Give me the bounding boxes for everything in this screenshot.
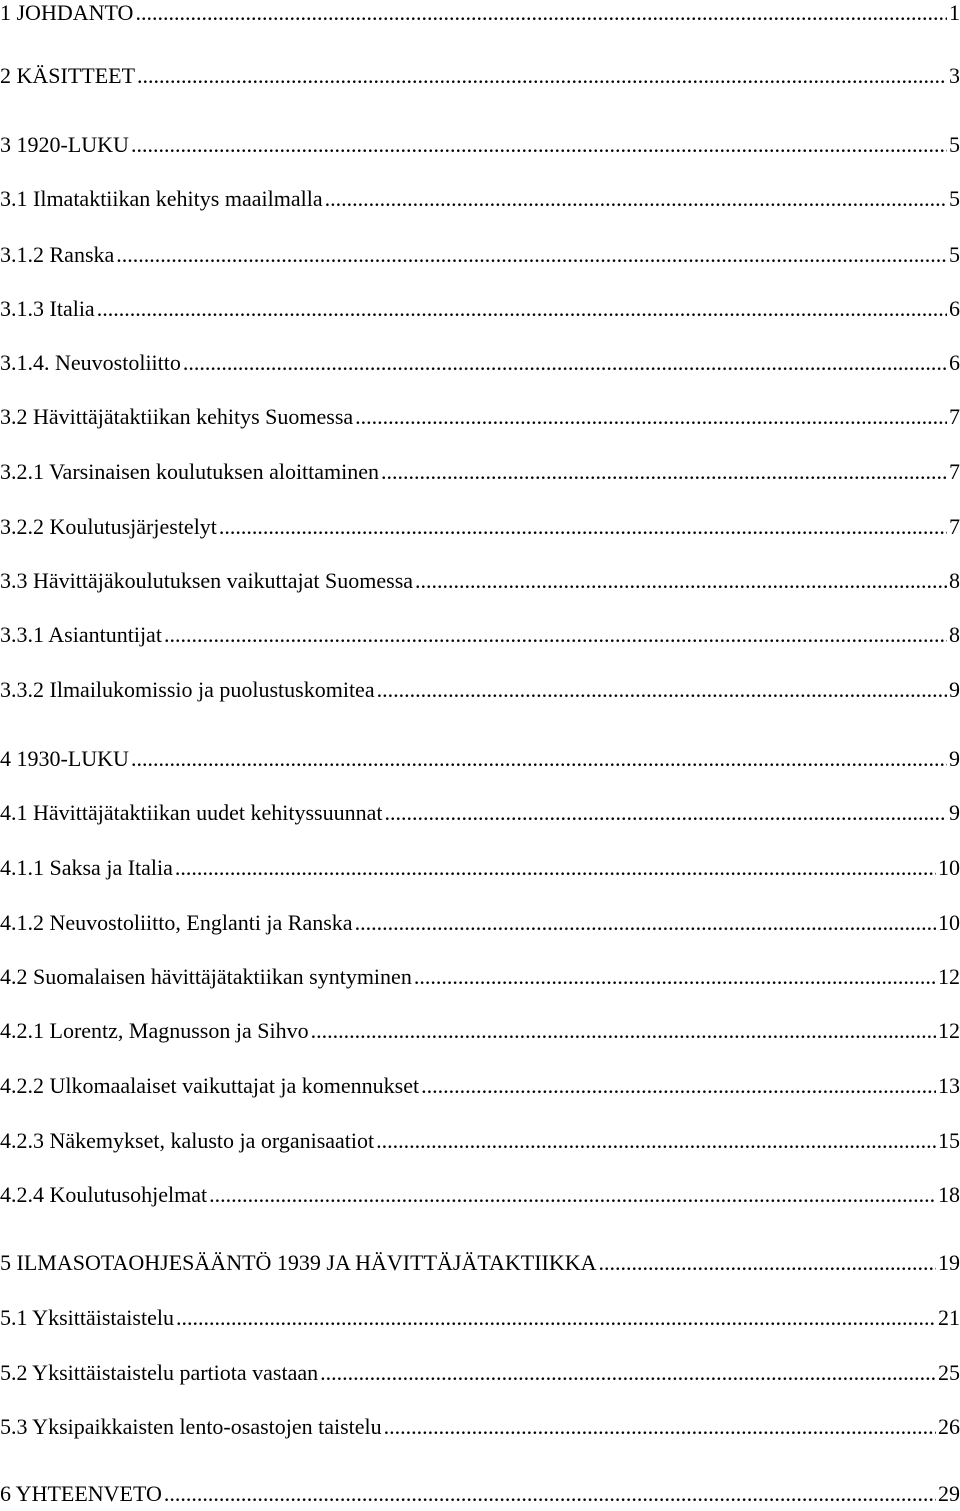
toc-page-number: 7 bbox=[949, 404, 960, 429]
toc-page-number: 10 bbox=[938, 910, 960, 935]
toc-page-number: 21 bbox=[938, 1305, 960, 1330]
toc-dot-leader bbox=[325, 186, 947, 212]
toc-entry-kasitteet[interactable] bbox=[0, 63, 960, 93]
toc-dot-leader bbox=[311, 1018, 936, 1044]
toc-entry-ilmasotaohjesaanto[interactable] bbox=[0, 1250, 960, 1280]
toc-dot-leader bbox=[376, 1128, 936, 1154]
toc-entry-3-2-1[interactable] bbox=[0, 459, 960, 489]
toc-entry-title: 3.3 Hävittäjäkoulutuksen vaikuttajat Suomessa bbox=[0, 568, 414, 593]
toc-entry-title: 4 1930-LUKU bbox=[0, 746, 129, 771]
toc-dot-leader bbox=[97, 296, 947, 322]
toc-page-number: 29 bbox=[938, 1481, 960, 1506]
toc-dot-leader bbox=[355, 910, 936, 936]
toc-entry-title: 6 YHTEENVETO bbox=[0, 1481, 162, 1506]
toc-entry-4-1-1[interactable] bbox=[0, 855, 960, 885]
toc-entry-title: 3.2.1 Varsinaisen koulutuksen aloittaminen bbox=[0, 459, 380, 484]
toc-dot-leader bbox=[219, 514, 947, 540]
toc-dot-leader bbox=[131, 132, 947, 158]
toc-entry-4-2-3[interactable] bbox=[0, 1128, 960, 1158]
toc-page-number: 12 bbox=[938, 1018, 960, 1043]
toc-page-number: 9 bbox=[949, 746, 960, 771]
toc-dot-leader bbox=[137, 63, 947, 89]
toc-entry-4-2-2[interactable] bbox=[0, 1073, 960, 1103]
toc-entry-title: 3.1 Ilmataktiikan kehitys maailmalla bbox=[0, 186, 323, 211]
toc-entry-3-2[interactable] bbox=[0, 404, 960, 434]
toc-entry-title: 3.2.2 Koulutusjärjestelyt bbox=[0, 514, 217, 539]
toc-entry-3-3-1[interactable] bbox=[0, 622, 960, 652]
toc-page-number: 18 bbox=[938, 1182, 960, 1207]
toc-entry-title: 4.2 Suomalaisen hävittäjätaktiikan syntyminen bbox=[0, 964, 412, 989]
toc-page-number: 1 bbox=[949, 0, 960, 25]
toc-entry-4-2[interactable] bbox=[0, 964, 960, 994]
toc-dot-leader bbox=[131, 746, 947, 772]
toc-dot-leader bbox=[116, 242, 947, 268]
toc-page-number: 7 bbox=[949, 459, 960, 484]
toc-page-number: 25 bbox=[938, 1360, 960, 1385]
toc-entry-1920-luku[interactable] bbox=[0, 132, 960, 162]
toc-entry-1930-luku[interactable] bbox=[0, 746, 960, 776]
toc-entry-title: 4.1.2 Neuvostoliitto, Englanti ja Ranska bbox=[0, 910, 353, 935]
toc-entry-title: 4.2.4 Koulutusohjelmat bbox=[0, 1182, 208, 1207]
toc-entry-4-2-4[interactable] bbox=[0, 1182, 960, 1212]
toc-entry-title: 3.1.3 Italia bbox=[0, 296, 95, 321]
toc-entry-5-1[interactable] bbox=[0, 1305, 960, 1335]
toc-entry-title: 4.1 Hävittäjätaktiikan uudet kehityssuunnat bbox=[0, 800, 383, 825]
toc-dot-leader bbox=[381, 459, 947, 485]
toc-entry-johdanto[interactable] bbox=[0, 0, 960, 30]
toc-dot-leader bbox=[164, 1481, 936, 1507]
toc-page-number: 6 bbox=[949, 296, 960, 321]
toc-entry-title: 5.2 Yksittäistaistelu partiota vastaan bbox=[0, 1360, 319, 1385]
toc-page-number: 12 bbox=[938, 964, 960, 989]
toc-dot-leader bbox=[164, 622, 947, 648]
toc-page-number: 8 bbox=[949, 622, 960, 647]
toc-entry-title: 4.2.2 Ulkomaalaiset vaikuttajat ja komennukset bbox=[0, 1073, 420, 1098]
toc-entry-title: 3 1920-LUKU bbox=[0, 132, 129, 157]
toc-entry-title: 3.2 Hävittäjätaktiikan kehitys Suomessa bbox=[0, 404, 354, 429]
toc-entry-title: 4.2.1 Lorentz, Magnusson ja Sihvo bbox=[0, 1018, 309, 1043]
toc-dot-leader bbox=[599, 1250, 936, 1276]
toc-page-number: 9 bbox=[949, 677, 960, 702]
toc-entry-title: 3.3.2 Ilmailukomissio ja puolustuskomitea bbox=[0, 677, 375, 702]
toc-dot-leader bbox=[384, 800, 947, 826]
toc-entry-4-2-1[interactable] bbox=[0, 1018, 960, 1048]
toc-entry-3-1[interactable] bbox=[0, 186, 960, 216]
toc-entry-title: 5.3 Yksipaikkaisten lento-osastojen taistelu bbox=[0, 1414, 382, 1439]
toc-entry-yhteenveto[interactable] bbox=[0, 1481, 960, 1511]
toc-entry-title: 5.1 Yksittäistaistelu bbox=[0, 1305, 174, 1330]
toc-entry-title: 4.1.1 Saksa ja Italia bbox=[0, 855, 173, 880]
toc-dot-leader bbox=[355, 404, 947, 430]
toc-page-number: 26 bbox=[938, 1414, 960, 1439]
toc-page-number: 7 bbox=[949, 514, 960, 539]
toc-page-number: 13 bbox=[938, 1073, 960, 1098]
toc-page-number: 19 bbox=[938, 1250, 960, 1275]
toc-page-number: 5 bbox=[949, 186, 960, 211]
toc-entry-3-1-4[interactable] bbox=[0, 350, 960, 380]
toc-entry-3-1-3[interactable] bbox=[0, 296, 960, 326]
toc-entry-4-1-2[interactable] bbox=[0, 910, 960, 940]
toc-page-number: 5 bbox=[949, 242, 960, 267]
toc-entry-3-3-2[interactable] bbox=[0, 677, 960, 707]
toc-entry-3-1-2[interactable] bbox=[0, 242, 960, 272]
toc-dot-leader bbox=[414, 964, 936, 990]
toc-page-number: 6 bbox=[949, 350, 960, 375]
toc-entry-title: 3.3.1 Asiantuntijat bbox=[0, 622, 162, 647]
toc-entry-title: 2 KÄSITTEET bbox=[0, 63, 136, 88]
toc-page-number: 15 bbox=[938, 1128, 960, 1153]
toc-dot-leader bbox=[415, 568, 947, 594]
toc-entry-title: 4.2.3 Näkemykset, kalusto ja organisaatiot bbox=[0, 1128, 375, 1153]
toc-page-number: 8 bbox=[949, 568, 960, 593]
toc-dot-leader bbox=[209, 1182, 936, 1208]
toc-page-number: 10 bbox=[938, 855, 960, 880]
toc-entry-4-1[interactable] bbox=[0, 800, 960, 830]
toc-dot-leader bbox=[377, 677, 947, 703]
toc-dot-leader bbox=[183, 350, 947, 376]
toc-entry-3-2-2[interactable] bbox=[0, 514, 960, 544]
toc-page-number: 3 bbox=[949, 63, 960, 88]
toc-entry-title: 1 JOHDANTO bbox=[0, 0, 134, 25]
toc-entry-5-3[interactable] bbox=[0, 1414, 960, 1444]
toc-dot-leader bbox=[384, 1414, 936, 1440]
toc-entry-title: 3.1.2 Ranska bbox=[0, 242, 115, 267]
toc-dot-leader bbox=[421, 1073, 936, 1099]
toc-dot-leader bbox=[320, 1360, 936, 1386]
toc-entry-title: 5 ILMASOTAOHJESÄÄNTÖ 1939 JA HÄVITTÄJÄTAKTIIKKA bbox=[0, 1250, 597, 1275]
toc-dot-leader bbox=[175, 855, 936, 881]
toc-entry-5-2[interactable] bbox=[0, 1360, 960, 1390]
toc-entry-3-3[interactable] bbox=[0, 568, 960, 598]
toc-entry-title: 3.1.4. Neuvostoliitto bbox=[0, 350, 181, 375]
toc-page-number: 9 bbox=[949, 800, 960, 825]
toc-dot-leader bbox=[135, 0, 947, 26]
toc-page-number: 5 bbox=[949, 132, 960, 157]
toc-dot-leader bbox=[176, 1305, 936, 1331]
